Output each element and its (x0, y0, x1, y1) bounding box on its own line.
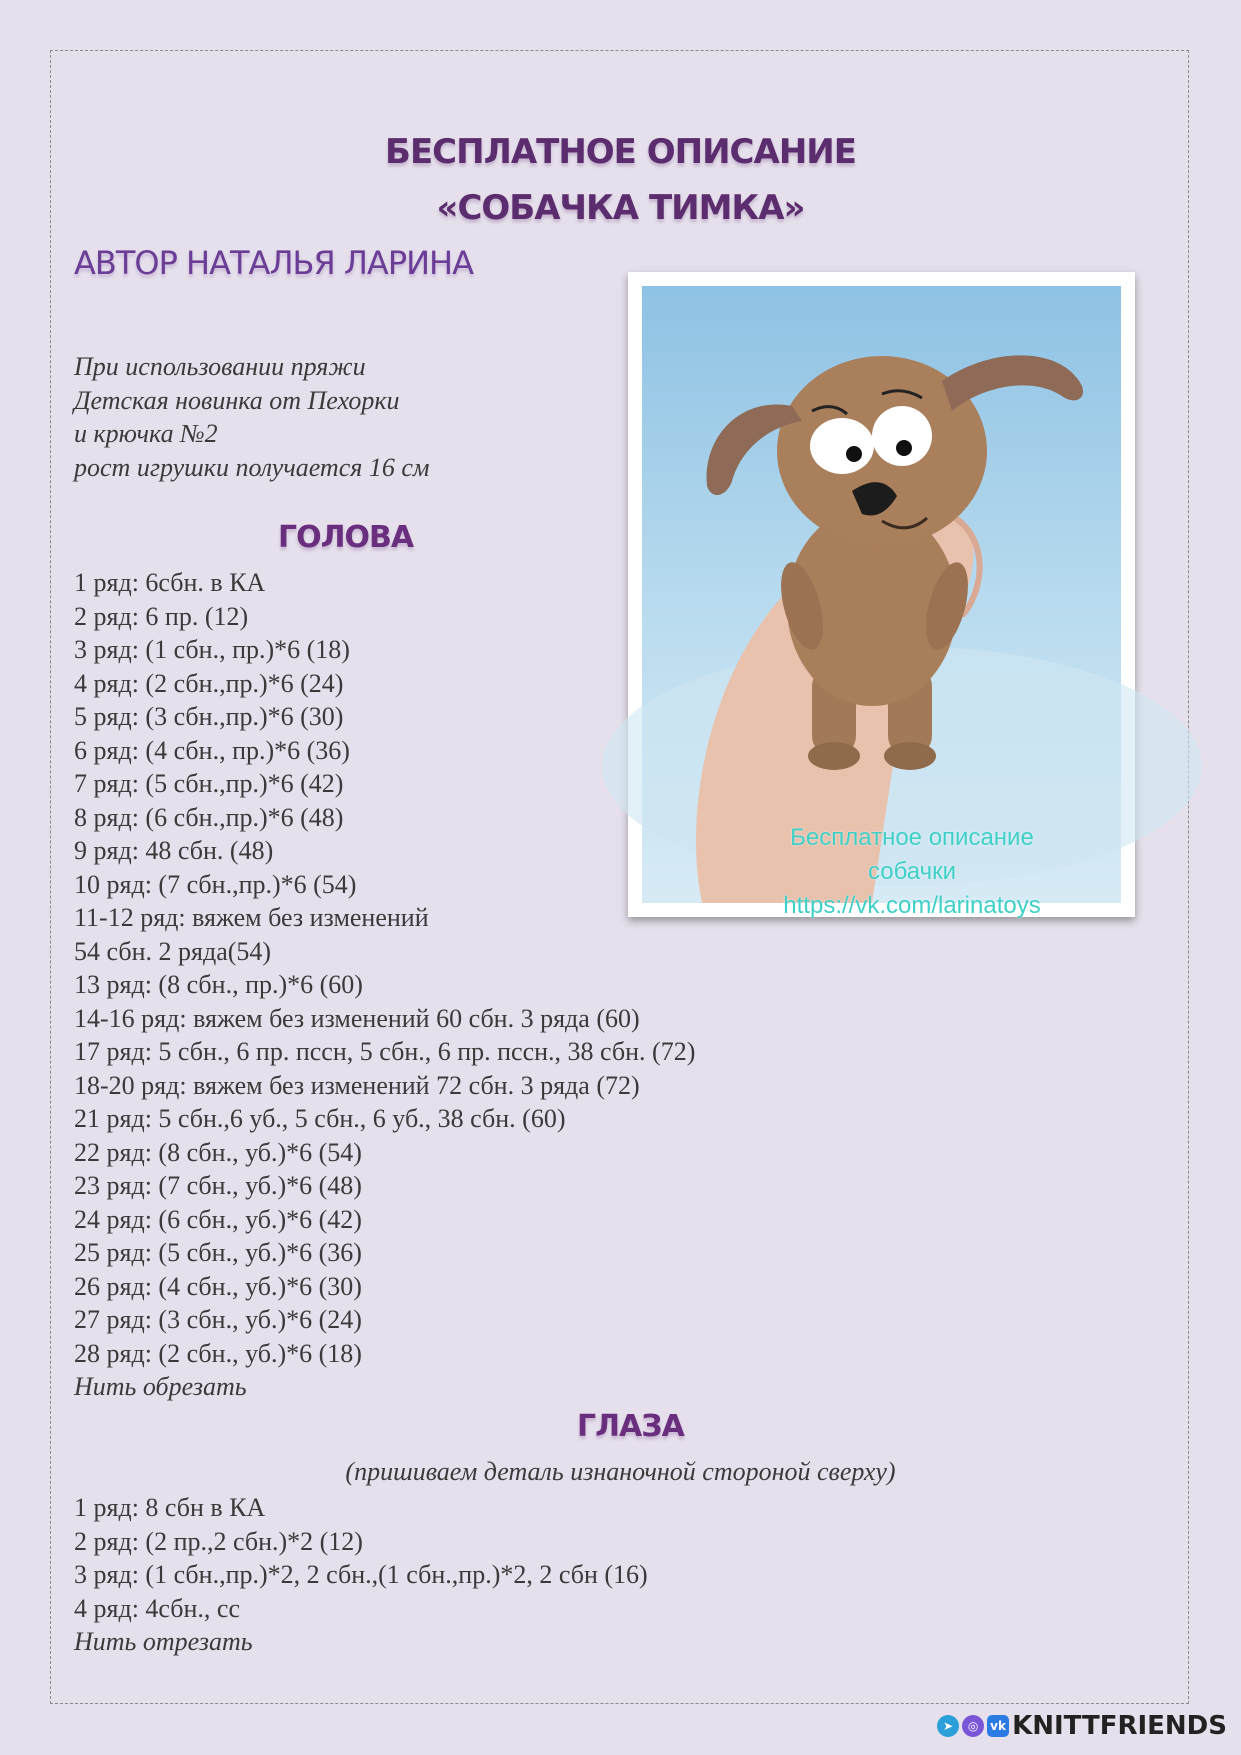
list-item: 2 ряд: (2 пр.,2 сбн.)*2 (12) (74, 1526, 363, 1556)
list-item: 8 ряд: (6 сбн.,пр.)*6 (48) (74, 802, 344, 832)
brand-name: KNITTFRIENDS (1012, 1711, 1227, 1741)
intro-line: рост игрушки получается 16 см (74, 452, 430, 482)
brand-watermark (937, 1711, 1227, 1741)
list-item: 1 ряд: 8 сбн в КА (74, 1493, 266, 1522)
intro-line: и крючка №2 (74, 419, 218, 448)
page-title: БЕСПЛАТНОЕ ОПИСАНИЕ (385, 132, 856, 172)
list-item: 21 ряд: 5 сбн.,6 уб., 5 сбн., 6 уб., 38 сбн. (60) (74, 1104, 566, 1133)
toy-photo (642, 286, 1121, 919)
list-item: 26 ряд: (4 сбн., уб.)*6 (30) (74, 1271, 362, 1301)
photo-caption-link: https://vk.com/larinatoys (783, 892, 1041, 919)
list-item: 14-16 ряд: вяжем без изменений 60 сбн. 3 ряда (60) (74, 1003, 640, 1033)
toy-photo-frame (628, 272, 1135, 917)
author-line: АВТОР НАТАЛЬЯ ЛАРИНА (74, 244, 473, 282)
list-item: 4 ряд: (2 сбн.,пр.)*6 (24) (74, 668, 344, 698)
intro-text (74, 350, 594, 484)
eyes-rows-list (74, 1491, 648, 1659)
list-item: 7 ряд: (5 сбн.,пр.)*6 (42) (74, 769, 344, 798)
section-title-head: ГОЛОВА (278, 520, 414, 555)
head-rows-list (74, 566, 695, 1404)
list-item: 27 ряд: (3 сбн., уб.)*6 (24) (74, 1305, 362, 1334)
intro-line: Детская новинка от Пехорки (74, 385, 400, 415)
list-item: 25 ряд: (5 сбн., уб.)*6 (36) (74, 1238, 362, 1267)
vk-icon: vk (987, 1715, 1009, 1737)
telegram-icon: ➤ (937, 1715, 959, 1737)
list-item: 13 ряд: (8 сбн., пр.)*6 (60) (74, 970, 363, 999)
list-item: 10 ряд: (7 сбн.,пр.)*6 (54) (74, 869, 357, 899)
list-item: 23 ряд: (7 сбн., уб.)*6 (48) (74, 1171, 362, 1200)
end-note: Нить обрезать (74, 1372, 247, 1401)
page-subtitle: «СОБАЧКА ТИМКА» (436, 188, 805, 228)
list-item: 3 ряд: (1 сбн.,пр.)*2, 2 сбн.,(1 сбн.,пр.)*2, 2 сбн (16) (74, 1560, 648, 1589)
list-item: 2 ряд: 6 пр. (12) (74, 601, 249, 631)
list-item: 9 ряд: 48 сбн. (48) (74, 836, 274, 865)
section-title-eyes: ГЛАЗА (577, 1409, 684, 1444)
instagram-icon: ◎ (962, 1715, 984, 1737)
list-item: 54 сбн. 2 ряда(54) (74, 936, 272, 966)
dog-toy-illustration (642, 286, 1121, 903)
list-item: 17 ряд: 5 сбн., 6 пр. пссн, 5 сбн., 6 пр. пссн., 38 сбн. (72) (74, 1037, 696, 1066)
end-note: Нить отрезать (74, 1627, 253, 1656)
list-item: 18-20 ряд: вяжем без изменений 72 сбн. 3 ряда (72) (74, 1070, 640, 1100)
list-item: 22 ряд: (8 сбн., уб.)*6 (54) (74, 1137, 362, 1167)
eyes-note: (пришиваем деталь изнаночной стороной сверху) (345, 1457, 896, 1486)
photo-caption-line: Бесплатное описание (790, 824, 1034, 851)
list-item: 28 ряд: (2 сбн., уб.)*6 (18) (74, 1338, 362, 1368)
list-item: 6 ряд: (4 сбн., пр.)*6 (36) (74, 735, 350, 765)
list-item: 11-12 ряд: вяжем без изменений (74, 903, 429, 932)
intro-line: При использовании пряжи (74, 352, 366, 381)
list-item: 5 ряд: (3 сбн.,пр.)*6 (30) (74, 702, 344, 731)
list-item: 24 ряд: (6 сбн., уб.)*6 (42) (74, 1204, 362, 1234)
list-item: 4 ряд: 4сбн., сс (74, 1593, 240, 1623)
list-item: 1 ряд: 6сбн. в КА (74, 568, 266, 597)
photo-caption-line: собачки (867, 858, 957, 885)
list-item: 3 ряд: (1 сбн., пр.)*6 (18) (74, 635, 350, 664)
